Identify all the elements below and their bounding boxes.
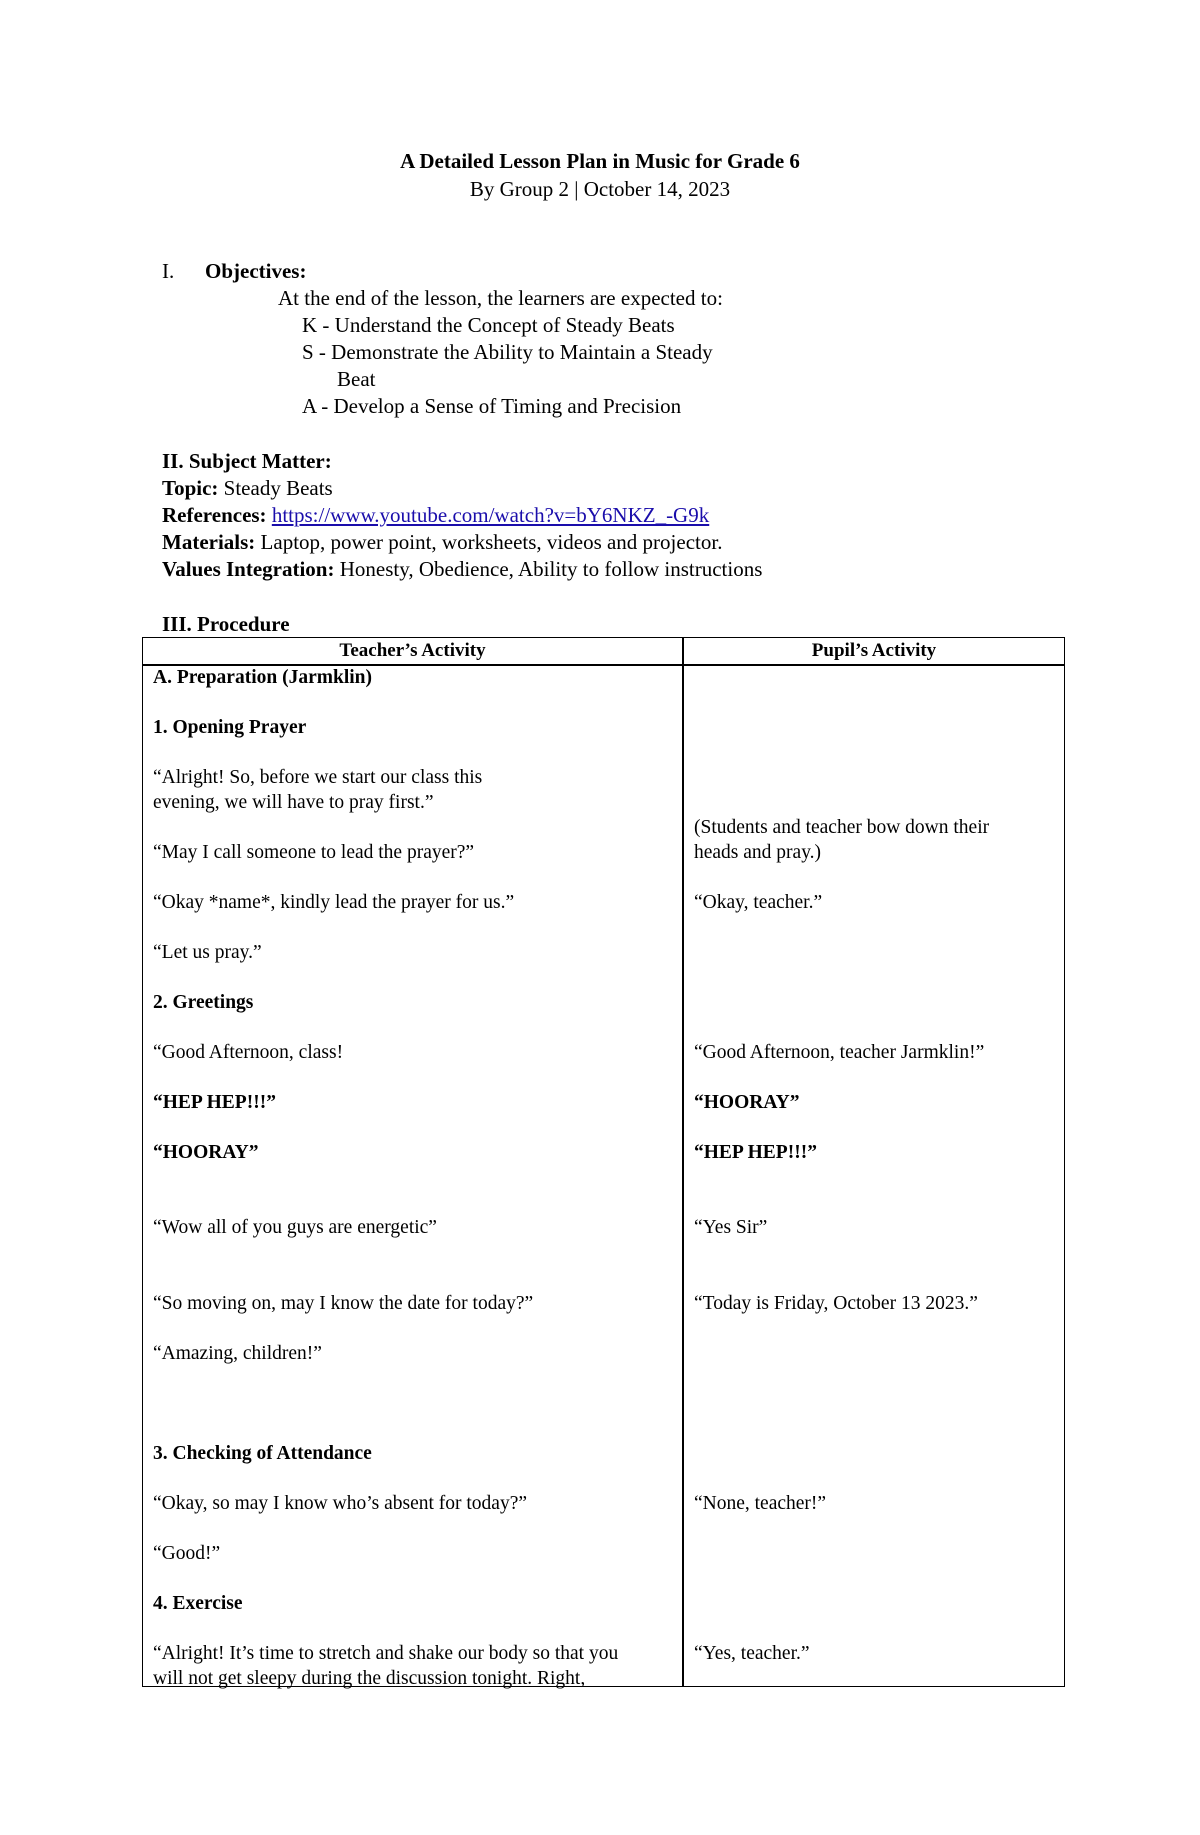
exercise-heading: 4. Exercise — [153, 1593, 243, 1614]
attendance-heading: 3. Checking of Attendance — [153, 1443, 372, 1464]
teacher-line: “Alright! It’s time to stretch and shake our body so that you — [153, 1643, 619, 1664]
topic-label: Topic: — [162, 476, 219, 500]
pupil-line: “HOORAY” — [694, 1092, 800, 1113]
opening-prayer-heading: 1. Opening Prayer — [153, 717, 307, 738]
column-header-pupil: Pupil’s Activity — [811, 640, 937, 661]
teacher-line: “Okay, so may I know who’s absent for today?” — [153, 1493, 528, 1514]
teacher-line: “Wow all of you guys are energetic” — [153, 1217, 437, 1238]
objectives-heading: Objectives: — [205, 259, 307, 283]
topic-line — [162, 475, 333, 501]
materials-value: Laptop, power point, worksheets, videos and projector. — [260, 530, 723, 554]
values-label: Values Integration: — [162, 557, 335, 581]
teacher-line: “Amazing, children!” — [153, 1343, 322, 1364]
teacher-line: “Okay *name*, kindly lead the prayer for us.” — [153, 892, 515, 913]
preparation-heading: A. Preparation (Jarmklin) — [153, 667, 372, 688]
teacher-line: “So moving on, may I know the date for today?” — [153, 1293, 534, 1314]
topic-value: Steady Beats — [223, 476, 333, 500]
objective-s: S - Demonstrate the Ability to Maintain a Steady — [302, 340, 713, 364]
teacher-line: will not get sleepy during the discussion tonight. Right, — [153, 1668, 586, 1689]
greetings-heading: 2. Greetings — [153, 992, 254, 1013]
teacher-line: “HEP HEP!!!” — [153, 1092, 276, 1113]
objective-s-cont: Beat — [337, 367, 376, 391]
pupil-line: heads and pray.) — [694, 842, 822, 863]
pupil-line: “Yes, teacher.” — [694, 1643, 810, 1664]
references-link[interactable]: https://www.youtube.com/watch?v=bY6NKZ_-G9k — [271, 503, 710, 527]
byline: By Group 2 | October 14, 2023 — [469, 177, 731, 201]
subject-matter-heading: II. Subject Matter: — [162, 449, 332, 473]
objectives-intro: At the end of the lesson, the learners are expected to: — [278, 286, 723, 310]
teacher-line: “Let us pray.” — [153, 942, 262, 963]
values-value: Honesty, Obedience, Ability to follow instructions — [339, 557, 763, 581]
procedure-table — [142, 637, 1065, 1687]
page-title: A Detailed Lesson Plan in Music for Grade 6 — [400, 149, 800, 173]
teacher-line: “May I call someone to lead the prayer?” — [153, 842, 475, 863]
teacher-line: “Good!” — [153, 1543, 221, 1564]
procedure-heading: III. Procedure — [162, 612, 290, 636]
teacher-line: evening, we will have to pray first.” — [153, 792, 434, 813]
materials-label: Materials: — [162, 530, 256, 554]
table-column-divider — [682, 638, 684, 1686]
pupil-line: “Yes Sir” — [694, 1217, 768, 1238]
teacher-line: “HOORAY” — [153, 1142, 259, 1163]
pupil-line: “None, teacher!” — [694, 1493, 827, 1514]
column-header-teacher: Teacher’s Activity — [339, 640, 486, 661]
pupil-line: “Today is Friday, October 13 2023.” — [694, 1293, 978, 1314]
pupil-line: “HEP HEP!!!” — [694, 1142, 817, 1163]
teacher-line: “Good Afternoon, class! — [153, 1042, 344, 1063]
pupil-line: “Okay, teacher.” — [694, 892, 823, 913]
references-label: References: — [162, 503, 267, 527]
pupil-line: (Students and teacher bow down their — [694, 817, 990, 838]
materials-line — [162, 529, 722, 555]
references-line — [162, 502, 709, 528]
objective-k: K - Understand the Concept of Steady Beats — [302, 313, 675, 337]
objective-a: A - Develop a Sense of Timing and Precision — [302, 394, 682, 418]
pupil-line: “Good Afternoon, teacher Jarmklin!” — [694, 1042, 985, 1063]
teacher-line: “Alright! So, before we start our class this — [153, 767, 483, 788]
objectives-numeral: I. — [162, 259, 175, 283]
values-line — [162, 556, 762, 582]
